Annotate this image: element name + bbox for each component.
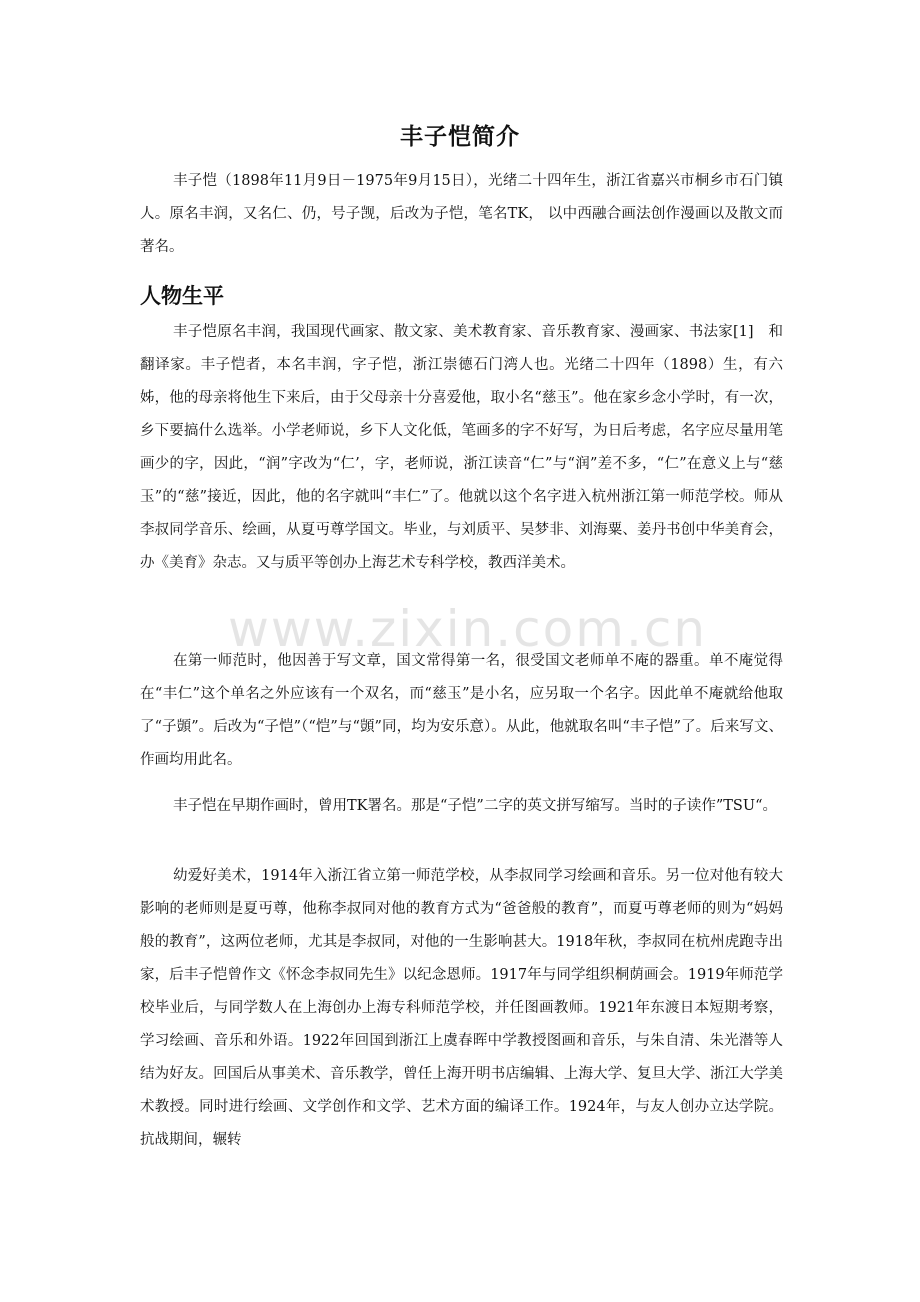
document-title: 丰子恺简介 <box>400 124 520 150</box>
intro-paragraph: 丰子恺（1898年11月9日－1975年9月15日），光绪二十四年生，浙江省嘉兴市桐乡市石门镇人。原名丰润，又名仁、仍，号子觊，后改为子恺，笔名TK， 以中西融合画法创作漫画以及散文而著名。 <box>140 173 783 255</box>
body-paragraph-4: 幼爱好美术，1914年入浙江省立第一师范学校，从李叔同学习绘画和音乐。另一位对他有较大影响的老师则是夏丏尊，他称李叔同对他的教育方式为“爸爸般的教育”，而夏丏尊老师的则为“妈妈般的教育”，这两位老师，尤其是李叔同，对他的一生影响甚大。1918年秋，李叔同在杭州虎跑寺出家，后丰子恺曾作文《怀念李叔同先生》以纪念恩师。1917年与同学组织桐荫画会。1919年师范学校毕业后，与同学数人在上海创办上海专科师范学校，并任图画教师。1921年东渡日本短期考察，学习绘画、音乐和外语。1922年回国到浙江上虞春晖中学教授图画和音乐，与朱自清、朱光潜等人结为好友。回国后从事美术、音乐教学，曾任上海开明书店编辑、上海大学、复旦大学、浙江大学美术教授。同时进行绘画、文学创作和文学、艺术方面的编译工作。1924年，与友人创办立达学院。抗战期间，辗转 <box>140 868 783 1148</box>
section-heading: 人物生平 <box>140 284 224 308</box>
watermark: www.zixin.com.cn <box>228 600 708 658</box>
body-paragraph-2: 在第一师范时，他因善于写文章，国文常得第一名，很受国文老师单不庵的器重。单不庵觉得在“丰仁”这个单名之外应该有一个双名，而“慈玉”是小名，应另取一个名字。因此单不庵就给他取了“子顗”。后改为“子恺”（“恺”与“顗”同，均为安乐意）。从此，他就取名叫“丰子恺”了。后来写文、作画均用此名。 <box>140 653 783 768</box>
body-paragraph-1: 丰子恺原名丰润，我国现代画家、散文家、美术教育家、音乐教育家、漫画家、书法家[1] 和翻译家。丰子恺者，本名丰润，字子恺，浙江崇德石门湾人也。光绪二十四年（1898）生，有六姊，他的母亲将他生下来后，由于父母亲十分喜爱他，取小名“慈玉”。他在家乡念小学时，有一次，乡下要搞什么选举。小学老师说，乡下人文化低，笔画多的字不好写，为日后考虑，名字应尽量用笔画少的字，因此，“润”字改为“仁’，字，老师说，浙江读音“仁”与“润”差不多，“仁”在意义上与“慈玉”的“慈”接近，因此，他的名字就叫“丰仁”了。他就以这个名字进入杭州浙江第一师范学校。师从李叔同学音乐、绘画，从夏丏尊学国文。毕业，与刘质平、吴梦非、刘海粟、姜丹书创中华美育会，办《美育》杂志。又与质平等创办上海艺术专科学校，教西洋美术。 <box>140 324 783 571</box>
body-paragraph-3: 丰子恺在早期作画时，曾用TK署名。那是“子恺”二字的英文拼写缩写。当时的子读作”TSU“。 <box>173 798 777 814</box>
